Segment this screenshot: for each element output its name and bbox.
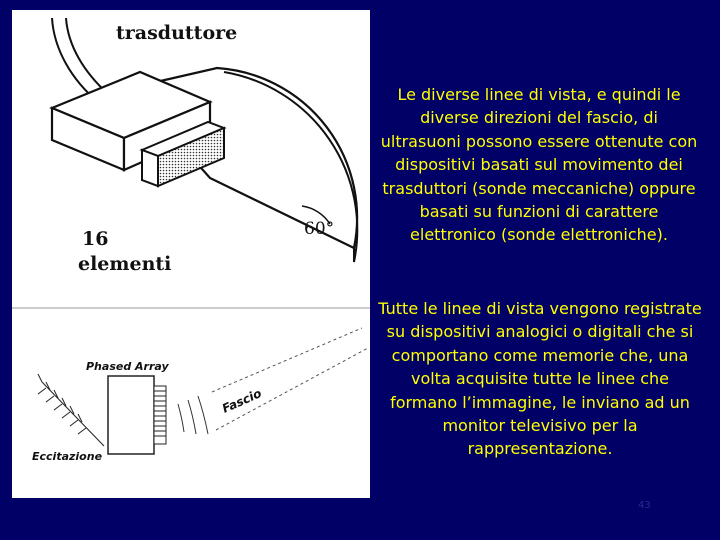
transducer-figure bbox=[12, 10, 370, 498]
label-eccitazione: Eccitazione bbox=[32, 450, 103, 463]
cable bbox=[52, 18, 98, 102]
phased-array-block bbox=[108, 376, 154, 454]
label-elementi: elementi bbox=[78, 253, 172, 275]
transducer-drawing bbox=[12, 10, 370, 498]
label-phased-array: Phased Array bbox=[86, 360, 169, 373]
label-trasduttore: trasduttore bbox=[116, 22, 238, 44]
label-angle: 60° bbox=[304, 219, 335, 239]
wavefronts bbox=[178, 396, 208, 434]
page-number: 43 bbox=[638, 500, 651, 511]
excitation-lines bbox=[38, 374, 104, 446]
beam bbox=[212, 328, 368, 430]
label-16: 16 bbox=[82, 228, 109, 250]
paragraph-2: Tutte le linee di vista vengono registrate su dispositivi analogici o digitali che si comportano come memorie che, una volta acquisite tutte le linee che formano l’immagine, le inviano ad un monitor televisivo per la rappresentazione. bbox=[378, 299, 702, 459]
label-fascio: Fascio bbox=[220, 386, 264, 416]
paragraph-1: Le diverse linee di vista, e quindi le diverse direzioni del fascio, di ultrasuoni possono essere ottenute con dispositivi basati sul movimento dei trasduttori (sonde meccaniche) oppure basati su funzioni di carattere elettronico (sonde elettroniche). bbox=[380, 85, 698, 245]
